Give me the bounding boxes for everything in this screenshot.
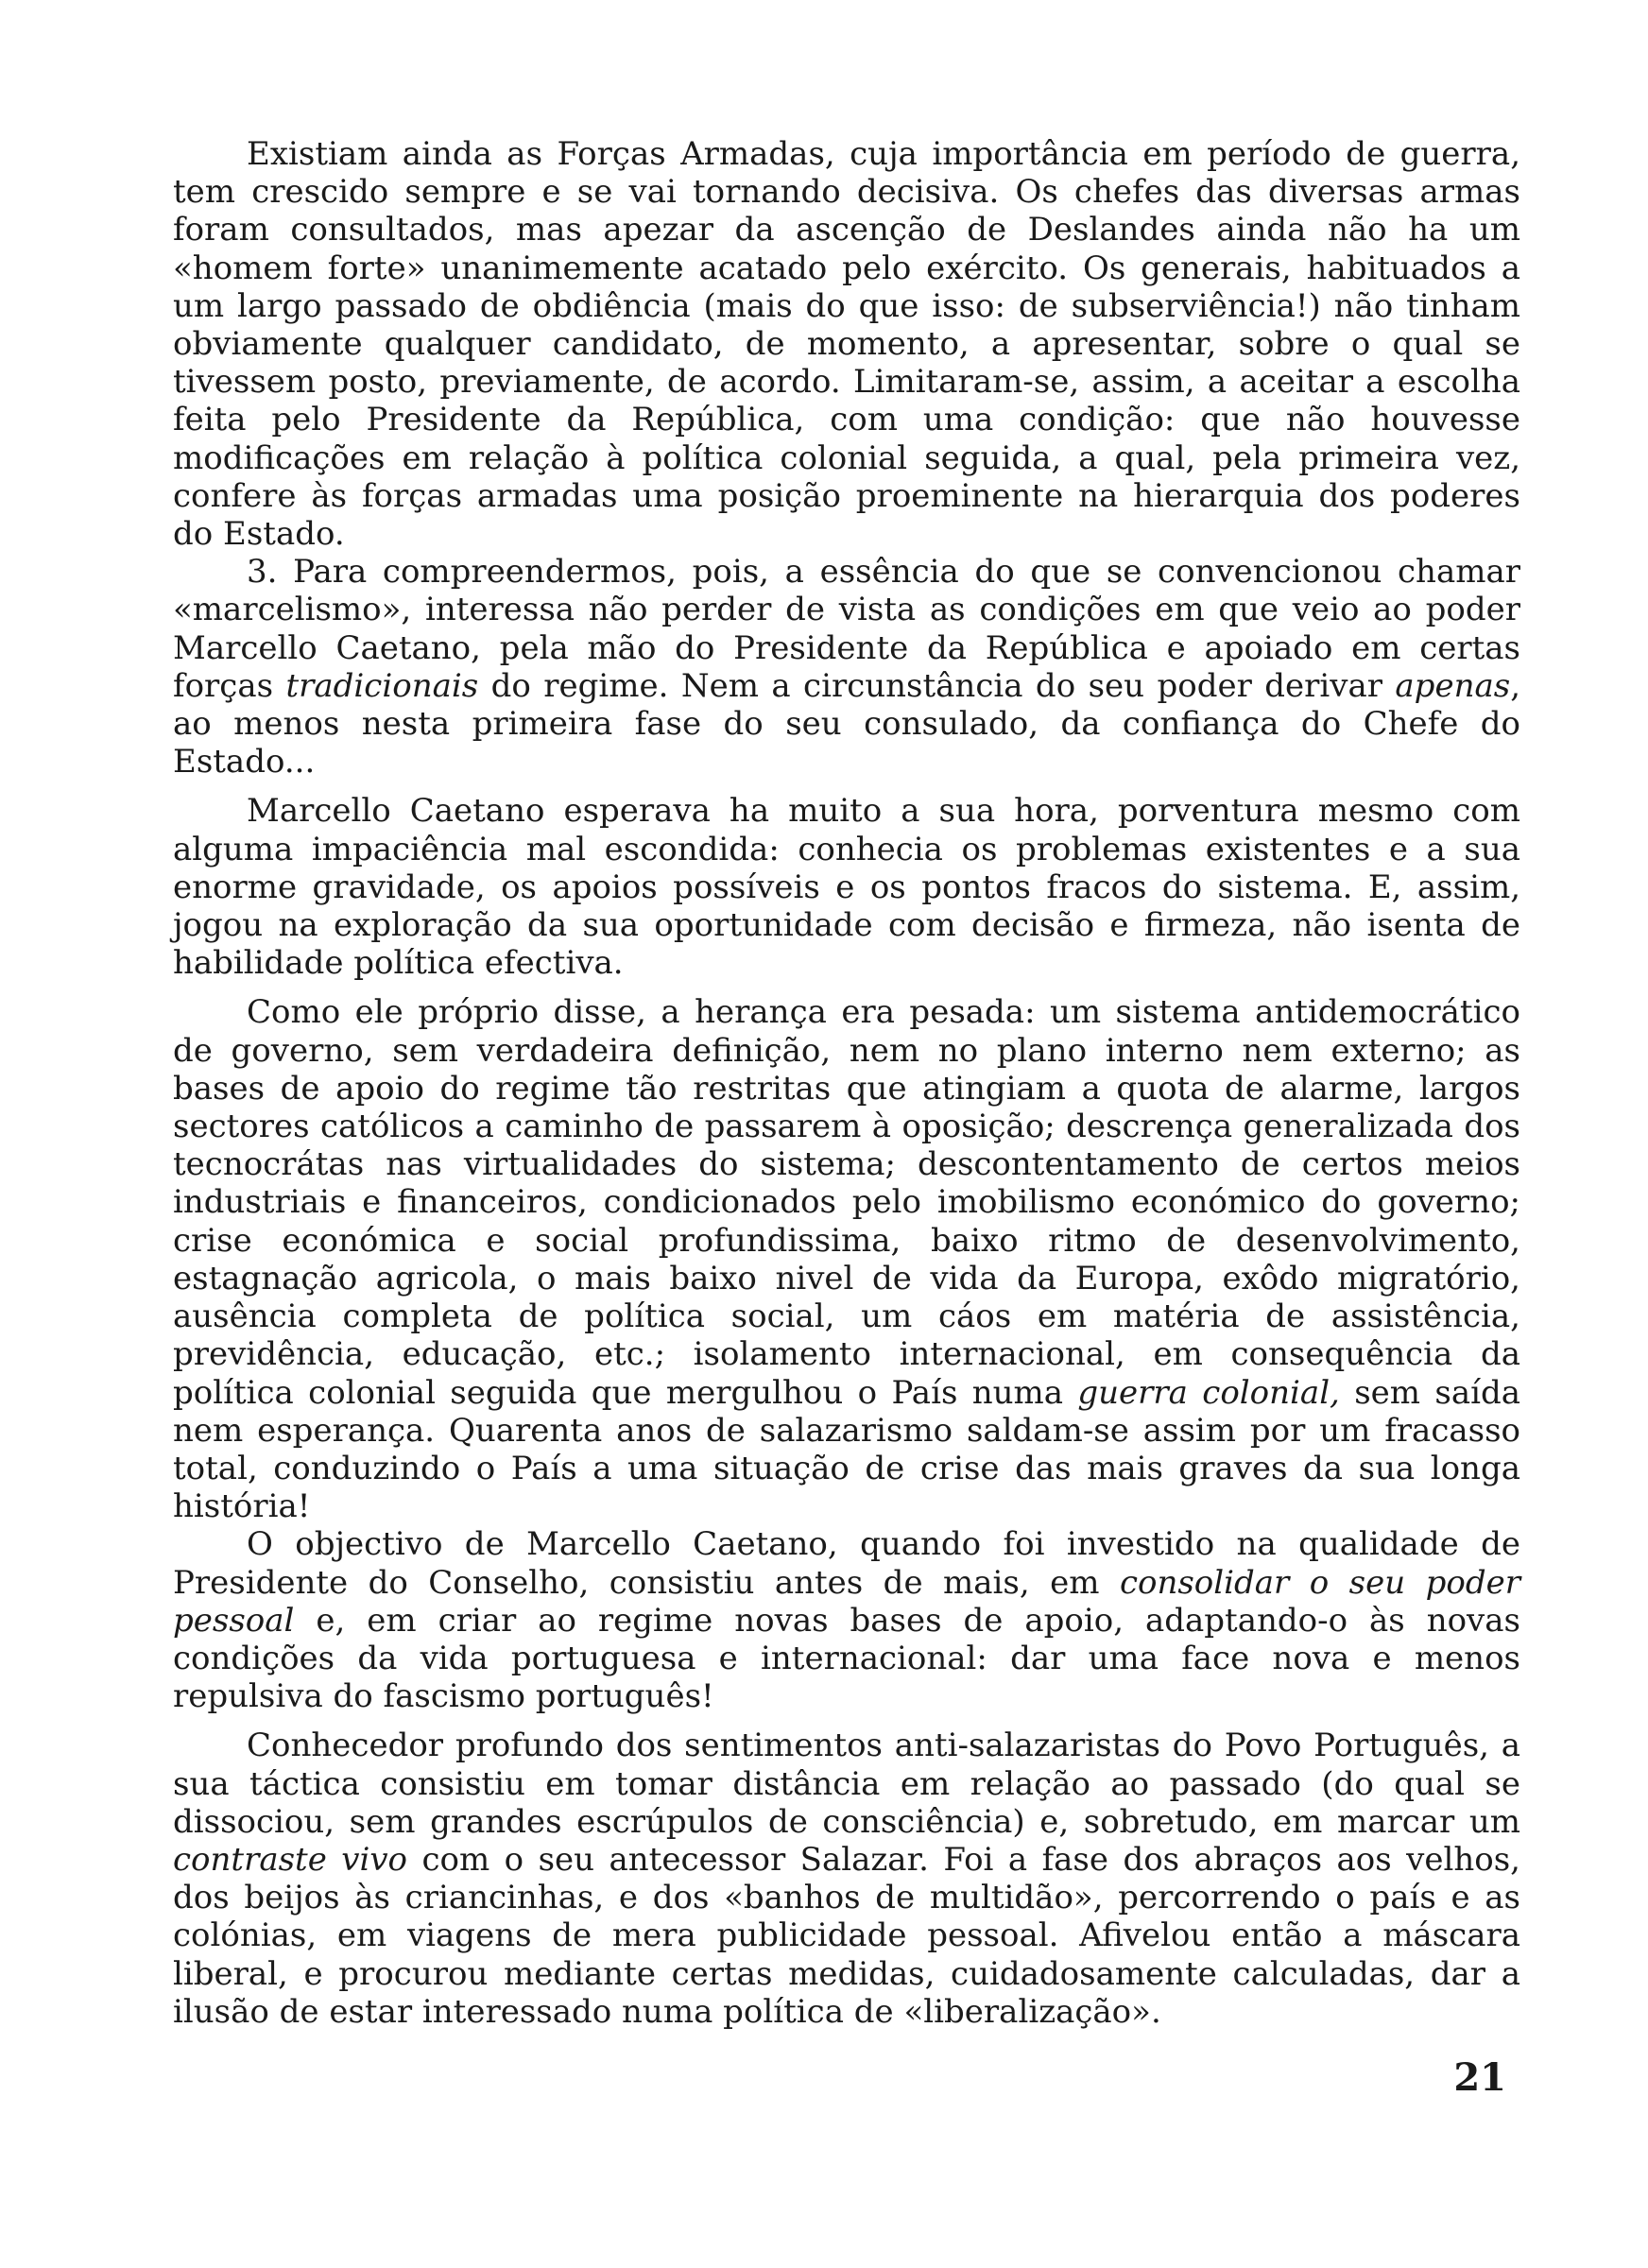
- text-run: Conhecedor profundo dos sentimentos anti-salazaristas do Povo Português, a sua táctica consistiu em tomar distância em relação ao passado (do qual se dissociou, sem grandes escrúpulos de consciência) e, sobretudo, em marcar um: [173, 1727, 1520, 1841]
- paragraph: [173, 792, 1520, 982]
- paragraph: [173, 993, 1520, 1525]
- paragraph: [173, 1525, 1520, 1715]
- text-run: O objectivo de Marcello Caetano, quando foi investido na qualidade de Presidente do Conselho, consistiu antes de mais, em: [173, 1525, 1520, 1602]
- italic-text: tradicionais: [285, 666, 479, 705]
- italic-text: contraste vivo: [173, 1840, 408, 1879]
- text-run: sem saída nem esperança. Quarenta anos de salazarismo saldam-se assim por um fracasso total, conduzindo o País a uma situação de crise das mais graves da sua longa história!: [173, 1373, 1520, 1526]
- body-text: [173, 135, 1520, 2031]
- paragraph: [173, 135, 1520, 553]
- text-run: Marcello Caetano esperava ha muito a sua hora, porventura mesmo com alguma impaciência mal escondida: conhecia os problemas existentes e a sua enorme gravidade, os apoios possíveis e os pontos fracos do sistema. E, assim, jogou na exploração da sua oportunidade com decisão e firmeza, não isenta de habilidade política efectiva.: [173, 792, 1520, 983]
- paragraph: [173, 1727, 1520, 2031]
- italic-text: guerra colonial,: [1077, 1373, 1340, 1412]
- page-number: 21: [1453, 2055, 1506, 2100]
- text-run: e, em criar ao regime novas bases de apoio, adaptando-o às novas condições da vida portuguesa e internacional: dar uma face nova e menos repulsiva do fascismo português!: [173, 1601, 1520, 1716]
- text-run: , ao menos nesta primeira fase do seu consulado, da confiança do Chefe do Estado...: [173, 666, 1520, 782]
- text-run: Como ele próprio disse, a herança era pesada: um sistema antidemocrático de governo, sem verdadeira definição, nem no plano interno nem externo; as bases de apoio do regime tão restritas que atingiam a quota de alarme, largos sectores católicos a caminho de passarem à oposição; descrença generalizada dos tecnocrátas nas virtualidades do sistema; descontentamento de certos meios industriais e financeiros, condicionados pelo imobilismo económico do governo; crise económica e social profundissima, baixo ritmo de desenvolvimento, estagnação agricola, o mais baixo nivel de vida da Europa, exôdo migratório, ausência completa de política social, um cáos em matéria de assistência, previdência, educação, etc.; isolamento internacional, em consequência da política colonial seguida que mergulhou o País numa: [173, 993, 1520, 1412]
- text-run: do regime. Nem a circunstância do seu poder derivar: [478, 666, 1396, 705]
- paragraph: [173, 553, 1520, 781]
- italic-text: consolidar o seu poder pessoal: [173, 1563, 1520, 1640]
- italic-text: apenas: [1395, 666, 1511, 705]
- text-run: Existiam ainda as Forças Armadas, cuja importância em período de guerra, tem crescido sempre e se vai tornando decisiva. Os chefes das diversas armas foram consultados, mas apezar da ascenção de Deslandes ainda não ha um «homem forte» unanimemente acatado pelo exército. Os generais, habituados a um largo passado de obdiência (mais do que isso: de subserviência!) não tinham obviamente qualquer candidato, de momento, a apresentar, sobre o qual se tivessem posto, previamente, de acordo. Limitaram-se, assim, a aceitar a escolha feita pelo Presidente da República, com uma condição: que não houvesse modificações em relação à política colonial seguida, a qual, pela primeira vez, confere às forças armadas uma posição proeminente na hierarquia dos poderes do Estado.: [173, 135, 1520, 554]
- text-run: 3. Para compreendermos, pois, a essência do que se convencionou chamar «marcelismo», interessa não perder de vista as condições em que veio ao poder Marcello Caetano, pela mão do Presidente da República e apoiado em certas forças: [173, 553, 1520, 705]
- text-run: com o seu antecessor Salazar. Foi a fase dos abraços aos velhos, dos beijos às criancinhas, e dos «banhos de multidão», percorrendo o país e as colónias, em viagens de mera publicidade pessoal. Afivelou então a máscara liberal, e procurou mediante certas medidas, cuidadosamente calculadas, dar a ilusão de estar interessado numa política de «liberalização».: [173, 1840, 1520, 2031]
